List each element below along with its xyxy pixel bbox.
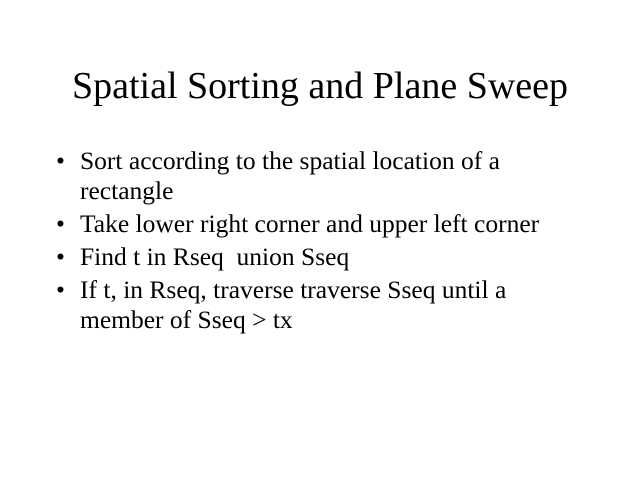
bullet-item: [56, 242, 596, 272]
bullet-item: [56, 275, 596, 335]
bullet-icon: •: [56, 146, 65, 175]
bullet-item: [56, 209, 596, 239]
bullet-text: Take lower right corner and upper left corner: [80, 209, 540, 238]
slide-title: Spatial Sorting and Plane Sweep: [71, 65, 569, 107]
bullet-text: If t, in Rseq, traverse traverse Sseq until a member of Sseq > tx: [80, 275, 507, 334]
bullet-icon: •: [56, 209, 65, 238]
bullet-text: Find t in Rseq union Sseq: [80, 242, 350, 271]
bullet-list: [56, 146, 596, 338]
bullet-item: [56, 146, 596, 206]
bullet-icon: •: [56, 242, 65, 271]
bullet-text: Sort according to the spatial location of a rectangle: [80, 146, 500, 205]
bullet-icon: •: [56, 275, 65, 304]
